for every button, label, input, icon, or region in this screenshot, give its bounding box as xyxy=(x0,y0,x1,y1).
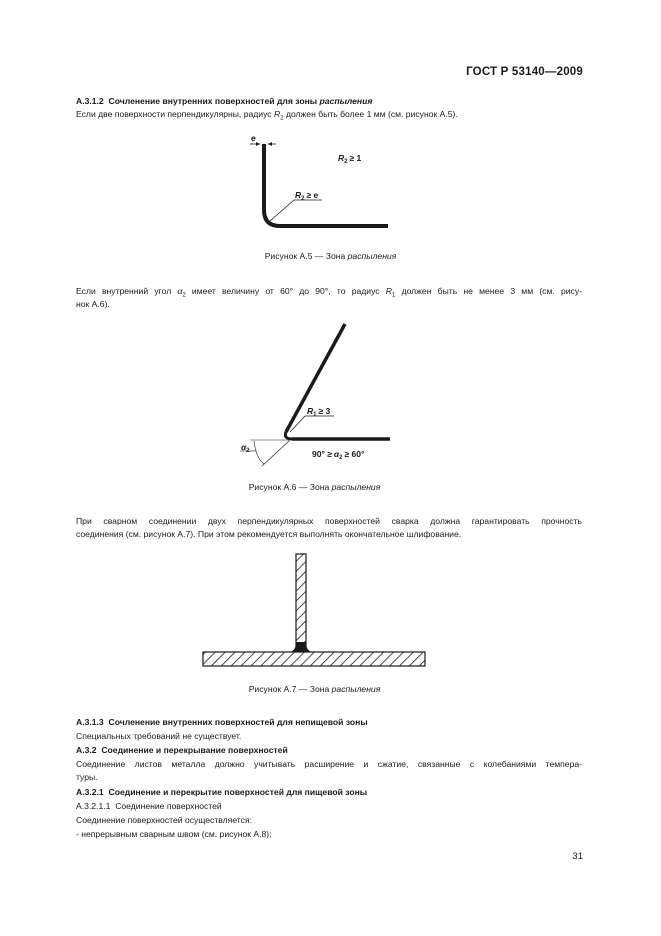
section-a313-body: Специальных требований не существует. xyxy=(76,731,242,741)
text-run: должен быть не менее 3 мм (см. рису- xyxy=(401,286,583,296)
caption-text: Рисунок А.6 — Зона xyxy=(248,482,330,492)
section-a312-body xyxy=(76,108,458,126)
leader-line xyxy=(270,200,294,221)
text-run: Если две поверхности перпендикулярны, радиус xyxy=(76,109,272,119)
arrow-icon xyxy=(256,142,260,146)
label-angle-range xyxy=(312,449,365,461)
section-title-italic: распыления xyxy=(319,96,373,106)
section-a3211-title xyxy=(76,800,222,813)
section-number: А.3.2 xyxy=(76,745,97,755)
text-run: имеет величину от 60° до 90°, то радиус xyxy=(191,286,380,296)
symbol-sub: 1 xyxy=(313,412,317,418)
caption-italic: распыления xyxy=(331,684,381,694)
caption-text: Рисунок А.5 — Зона xyxy=(264,251,346,261)
symbol-sub: 2 xyxy=(344,159,348,165)
symbol-sub: 2 xyxy=(339,455,343,461)
fillet-radius xyxy=(285,432,293,439)
figure-a7-caption xyxy=(0,684,629,694)
section-a321-title xyxy=(76,786,367,799)
label-e: e xyxy=(251,133,256,143)
symbol-sub: 2 xyxy=(246,448,250,454)
vertical-plate xyxy=(296,554,306,650)
symbol-alpha: α xyxy=(333,449,340,459)
symbol-sub: 1 xyxy=(392,292,396,299)
figure-a5-drawing xyxy=(0,130,661,250)
body-line: Соединение поверхностей осуществляется: xyxy=(76,815,252,825)
section-title-text: Сочленение внутренних поверхностей для непищевой зоны xyxy=(108,717,368,727)
symbol-sub: 2 xyxy=(182,292,186,299)
list-item: - непрерывным сварным швом (см. рисунок А.8); xyxy=(76,829,272,839)
symbol-r: R xyxy=(338,153,345,163)
label-alpha2 xyxy=(241,442,250,454)
symbol-rest: ≥ 60° xyxy=(344,449,365,459)
paragraph-weld-line2: соединения (см. рисунок А.7). При этом рекомендуется выполнять окончательное шлифование. xyxy=(76,529,462,539)
section-title-text: Сочленение внутренних поверхностей для зоны xyxy=(108,96,318,106)
section-title-text: Соединение и перекрывание поверхностей xyxy=(101,745,288,755)
symbol-rest: ≥ 1 xyxy=(349,153,362,163)
horizontal-plate xyxy=(203,652,425,666)
section-a32-body-line1: Соединение листов металла должно учитывать расширение и сжатие, связанные с колебаниями темпера- xyxy=(76,759,582,769)
section-number: А.3.1.2 xyxy=(76,96,104,106)
symbol-sub: 2 xyxy=(280,115,284,122)
section-a312-title xyxy=(76,95,372,108)
caption-italic: распыления xyxy=(331,482,381,492)
symbol-r: R xyxy=(273,109,281,119)
section-title-text: Соединение и перекрытие поверхностей для пищевой зоны xyxy=(108,787,368,797)
text-run: Если внутренний угол xyxy=(76,286,172,296)
extension-line xyxy=(262,440,290,466)
paragraph-angle-line2: нок А.6). xyxy=(76,299,110,309)
symbol-rest: ≥ e xyxy=(306,190,319,200)
section-a313-title xyxy=(76,716,368,729)
page-number: 31 xyxy=(572,851,583,862)
weld-seam xyxy=(288,642,314,652)
symbol-rest: 90° ≥ xyxy=(312,449,332,459)
text-run: должен быть более 1 мм (см. рисунок А.5). xyxy=(285,109,458,119)
section-number: А.3.2.1.1 xyxy=(76,801,111,811)
section-a32-body-line2: туры. xyxy=(76,772,98,782)
angle-arc xyxy=(254,441,264,464)
symbol-sub: 2 xyxy=(301,196,305,202)
figure-a6-drawing xyxy=(0,320,661,480)
symbol-r: R xyxy=(295,190,302,200)
symbol-alpha: α xyxy=(241,442,247,452)
section-number: А.3.1.3 xyxy=(76,717,104,727)
paragraph-weld-line1: При сварном соединении двух перпендикулярных поверхностей сварка должна гарантировать прочность xyxy=(76,516,582,526)
symbol-rest: ≥ 3 xyxy=(318,406,331,416)
section-title-text: Соединение поверхностей xyxy=(115,801,222,811)
symbol-r: R xyxy=(307,406,314,416)
caption-text: Рисунок А.7 — Зона xyxy=(248,684,330,694)
symbol-alpha: α xyxy=(177,286,183,296)
section-number: А.3.2.1 xyxy=(76,787,104,797)
caption-italic: распыления xyxy=(347,251,397,261)
arrow-icon xyxy=(268,142,272,146)
section-a32-title xyxy=(76,744,288,757)
label-r2-ge-1 xyxy=(338,153,362,165)
figure-a5-caption xyxy=(0,251,661,261)
bent-plate xyxy=(264,144,388,226)
symbol-r: R xyxy=(385,286,392,296)
standard-number: ГОСТ Р 53140—2009 xyxy=(466,66,583,78)
paragraph-angle-line1 xyxy=(76,285,582,303)
figure-a7-drawing xyxy=(0,550,661,670)
figure-a6-caption xyxy=(0,482,629,492)
